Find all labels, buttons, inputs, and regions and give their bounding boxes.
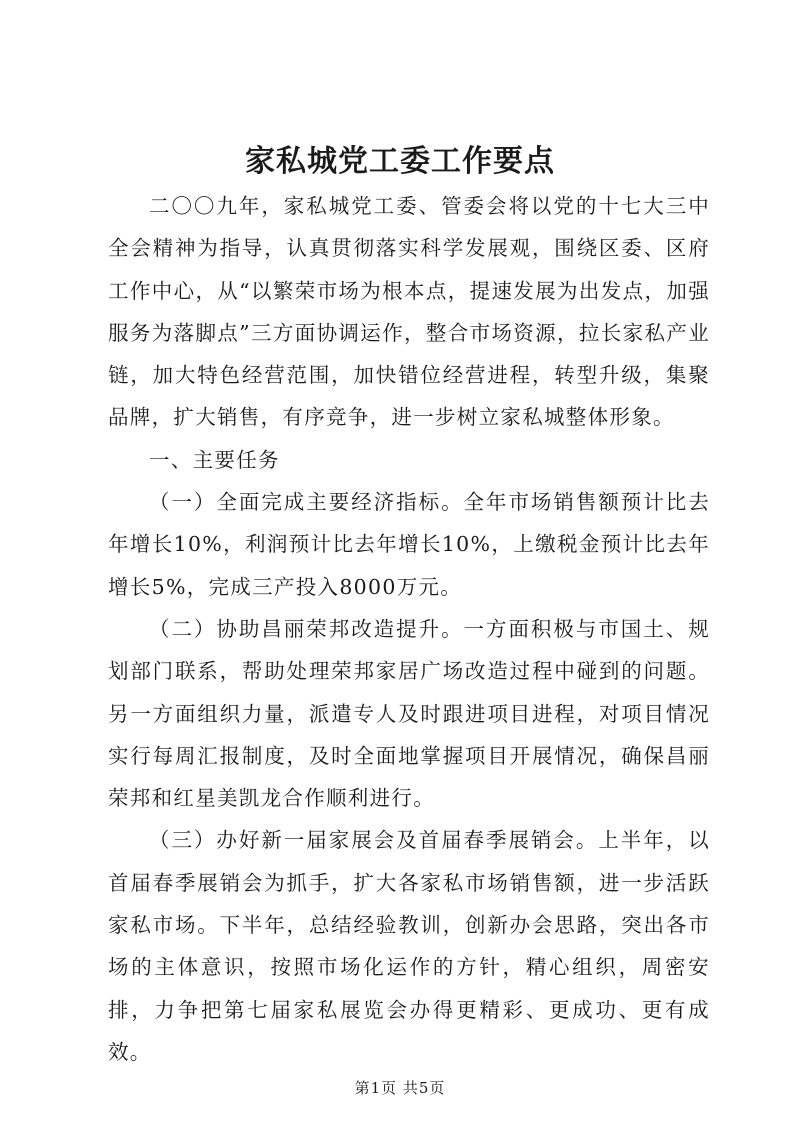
task-paragraph-2: （二）协助昌丽荣邦改造提升。一方面积极与市国土、规划部门联系，帮助处理荣邦家居广场改造过程中碰到的问题。另一方面组织力量，派遣专人及时跟进项目进程，对项目情况实行每周汇报制度，及时全面地掌握项目开展情况，确保昌丽荣邦和红星美凯龙合作顺利进行。	[108, 616, 710, 811]
document-title: 家私城党工委工作要点	[245, 144, 555, 179]
task-paragraph-3: （三）办好新一届家展会及首届春季展销会。上半年，以首届春季展销会为抓手，扩大各家私市场销售额，进一步活跃家私市场。下半年，总结经验教训，创新办会思路，突出各市场的主体意识，按照市场化运作的方针，精心组织，周密安排，力争把第七届家私展览会办得更精彩、更成功、更有成效。	[108, 828, 710, 1064]
document-body	[108, 185, 710, 1073]
page-number-footer: 第1页 共5页	[354, 1079, 446, 1097]
section-heading-main-tasks: 一、主要任务	[149, 447, 280, 472]
intro-paragraph: 二〇〇九年，家私城党工委、管委会将以党的十七大三中全会精神为指导，认真贯彻落实科学发展观，围绕区委、区府工作中心，从“以繁荣市场为根本点，提速发展为出发点，加强服务为落脚点”三方面协调运作，整合市场资源，拉长家私产业链，加大特色经营范围，加快错位经营进程，转型升级，集聚品牌，扩大销售，有序竞争，进一步树立家私城整体形象。	[108, 194, 710, 430]
task-paragraph-1: （一）全面完成主要经济指标。全年市场销售额预计比去年增长10%，利润预计比去年增长10%，上缴税金预计比去年增长5%，完成三产投入8000万元。	[108, 490, 710, 599]
